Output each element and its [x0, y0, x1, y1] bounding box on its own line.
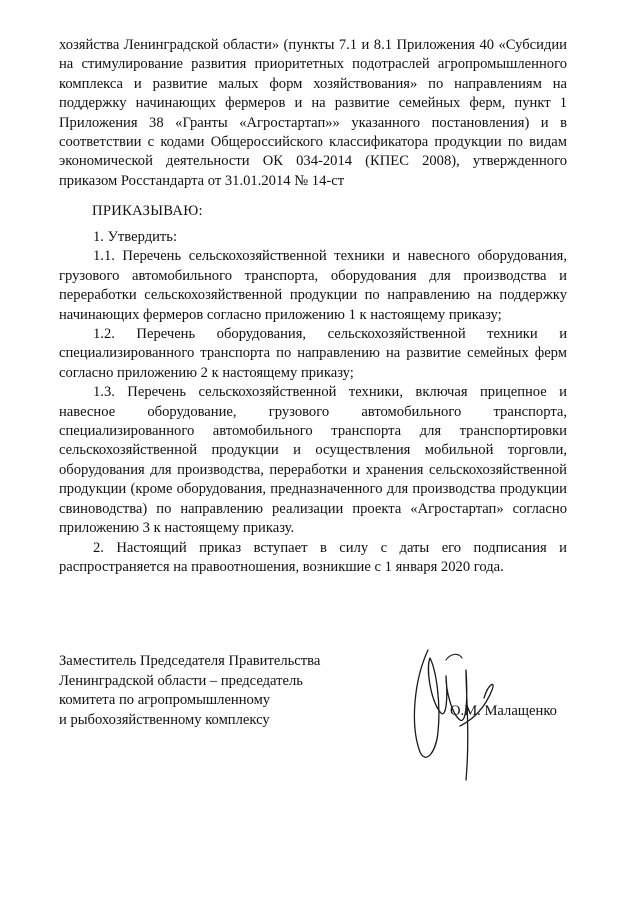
signatory-line: и рыбохозяйственному комплексу — [59, 711, 270, 728]
signatory-name: О.М. Малащенко — [450, 703, 557, 719]
signatory-line: Ленинградской области – председатель — [59, 672, 303, 689]
intro-paragraph-block — [59, 36, 567, 191]
item-1-1: 1.1. Перечень сельскохозяйственной техники и навесного оборудования, грузового автомобильного транспорта, оборудования для производства и переработки сельскохозяйственной продукции по направлению на поддержку начинающих фермеров согласно приложению 1 к настоящему приказу; — [59, 248, 567, 323]
order-heading: ПРИКАЗЫВАЮ: — [92, 203, 203, 219]
signatory-line: Заместитель Председателя Правительства — [59, 653, 321, 669]
order-items — [59, 228, 567, 577]
item-1-3: 1.3. Перечень сельскохозяйственной техники, включая прицепное и навесное оборудование, грузового автомобильного транспорта, специализированного автомобильного транспорта для транспортировки сельскохозяйственной продукции и осуществления мобильной торговли, оборудования для производства, переработки и хранения сельскохозяйственной продукции (кроме оборудования, предназначенного для производства продукции свиноводства) по направлению реализации проекта «Агростартап» согласно приложению 3 к настоящему приказу. — [59, 384, 567, 537]
item-1-2: 1.2. Перечень оборудования, сельскохозяйственной техники и специализированного транспорта по направлению на развитие семейных ферм согласно приложению 2 к настоящему приказу; — [59, 326, 567, 381]
intro-paragraph: хозяйства Ленинградской области» (пункты 7.1 и 8.1 Приложения 40 «Субсидии на стимулирование развития приоритетных подотраслей агропромышленного комплекса и развитие малых форм хозяйствования» по направлениям на поддержку начинающих фермеров и на развитие семейных ферм, пункт 1 Приложения 38 «Гранты «Агростартап»» указанного постановления) и в соответствии с кодами Общероссийского классификатора продукции по видам экономической деятельности ОК 034-2014 (КПЕС 2008), утвержденного приказом Росстандарта от 31.01.2014 № 14-ст — [59, 37, 567, 189]
signatory-line: комитета по агропромышленному — [59, 692, 271, 709]
signatory-title — [59, 652, 320, 730]
item-2: 2. Настоящий приказ вступает в силу с даты его подписания и распространяется на правоотношения, возникшие с 1 января 2020 года. — [59, 539, 567, 575]
item-approve: 1. Утвердить: — [93, 229, 178, 245]
